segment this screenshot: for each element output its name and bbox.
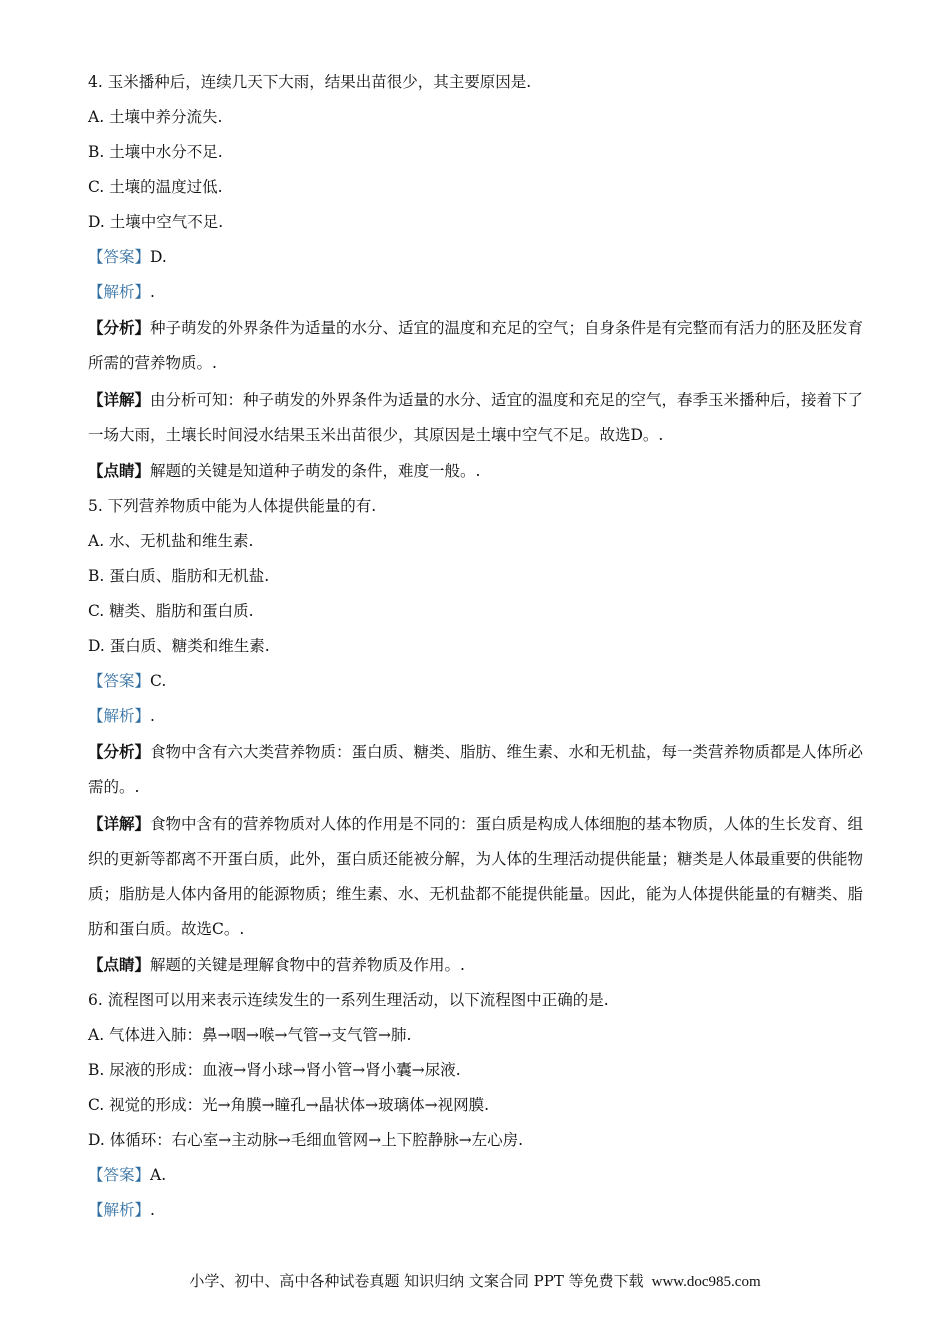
xiangjie-text: 食物中含有的营养物质对人体的作用是不同的：蛋白质是构成人体细胞的基本物质，人体的生长发育、组织的更新等都离不开蛋白质，此外，蛋白质还能被分解，为人体的生理活动提供能量；糖类是人体最重要的供能物质；脂肪是人体内备用的能源物质；维生素、水、无机盐都不能提供能量。因此，能为人体提供能量的有糖类、脂肪和蛋白质。故选C。. (88, 815, 864, 938)
q4-fenxi (88, 310, 864, 381)
jiexi-value: . (150, 1201, 155, 1219)
document-page (88, 72, 864, 1235)
fenxi-text: 食物中含有六大类营养物质：蛋白质、糖类、脂肪、维生素、水和无机盐，每一类营养物质都是人体所必需的。. (88, 743, 864, 796)
jiexi-tag: 【解析】 (88, 283, 151, 301)
q5-option-c: C. 糖类、脂肪和蛋白质. (88, 602, 254, 620)
dianjing-text: 解题的关键是理解食物中的营养物质及作用。. (150, 956, 465, 974)
answer-tag: 【答案】 (88, 248, 151, 266)
q6-stem: 6. 流程图可以用来表示连续发生的一系列生理活动，以下流程图中正确的是. (88, 991, 609, 1009)
fenxi-tag: 【分析】 (88, 742, 151, 761)
dianjing-tag: 【点睛】 (88, 461, 151, 480)
q5-option-d: D. 蛋白质、糖类和维生素. (88, 637, 270, 655)
q5-fenxi (88, 734, 864, 805)
jiexi-tag: 【解析】 (88, 1201, 151, 1219)
fenxi-tag: 【分析】 (88, 318, 151, 337)
q6-answer (88, 1165, 864, 1185)
dianjing-tag: 【点睛】 (88, 955, 151, 974)
q4-option-b: B. 土壤中水分不足. (88, 143, 223, 161)
q4-stem: 4. 玉米播种后，连续几天下大雨，结果出苗很少，其主要原因是. (88, 73, 532, 91)
answer-tag: 【答案】 (88, 672, 151, 690)
q4-xiangjie (88, 382, 864, 453)
q5-answer (88, 671, 864, 691)
jiexi-value: . (150, 707, 155, 725)
answer-value: D. (150, 248, 167, 266)
answer-tag: 【答案】 (88, 1166, 151, 1184)
footer-site-link[interactable]: www.doc985.com (651, 1274, 761, 1290)
q4-answer (88, 247, 864, 267)
q6-option-a: A. 气体进入肺：鼻→咽→喉→气管→支气管→肺. (88, 1026, 412, 1044)
page-footer (0, 1270, 950, 1291)
xiangjie-tag: 【详解】 (88, 814, 151, 833)
q5-jiexi (88, 706, 864, 726)
xiangjie-text: 由分析可知：种子萌发的外界条件为适量的水分、适宜的温度和充足的空气，春季玉米播种后，接着下了一场大雨，土壤长时间浸水结果玉米出苗很少，其原因是土壤中空气不足。故选D。. (88, 391, 864, 444)
q4-jiexi (88, 282, 864, 302)
q6-option-d: D. 体循环：右心室→主动脉→毛细血管网→上下腔静脉→左心房. (88, 1131, 524, 1149)
q5-option-b: B. 蛋白质、脂肪和无机盐. (88, 567, 270, 585)
q4-dianjing (88, 461, 864, 481)
q5-xiangjie (88, 806, 864, 947)
q4-option-d: D. 土壤中空气不足. (88, 213, 224, 231)
jiexi-tag: 【解析】 (88, 707, 151, 725)
footer-text: 小学、初中、高中各种试卷真题 知识归纳 文案合同 PPT 等免费下载 (189, 1272, 644, 1290)
answer-value: C. (150, 672, 167, 690)
q6-jiexi (88, 1200, 864, 1220)
answer-value: A. (150, 1166, 167, 1184)
q6-option-c: C. 视觉的形成：光→角膜→瞳孔→晶状体→玻璃体→视网膜. (88, 1096, 490, 1114)
jiexi-value: . (150, 283, 155, 301)
xiangjie-tag: 【详解】 (88, 390, 151, 409)
q4-option-a: A. 土壤中养分流失. (88, 108, 223, 126)
q5-option-a: A. 水、无机盐和维生素. (88, 532, 254, 550)
q6-option-b: B. 尿液的形成：血液→肾小球→肾小管→肾小囊→尿液. (88, 1061, 461, 1079)
dianjing-text: 解题的关键是知道种子萌发的条件，难度一般。. (150, 462, 481, 480)
q5-stem: 5. 下列营养物质中能为人体提供能量的有. (88, 497, 377, 515)
fenxi-text: 种子萌发的外界条件为适量的水分、适宜的温度和充足的空气；自身条件是有完整而有活力的胚及胚发育所需的营养物质。. (88, 319, 864, 372)
q4-option-c: C. 土壤的温度过低. (88, 178, 223, 196)
q5-dianjing (88, 955, 864, 975)
